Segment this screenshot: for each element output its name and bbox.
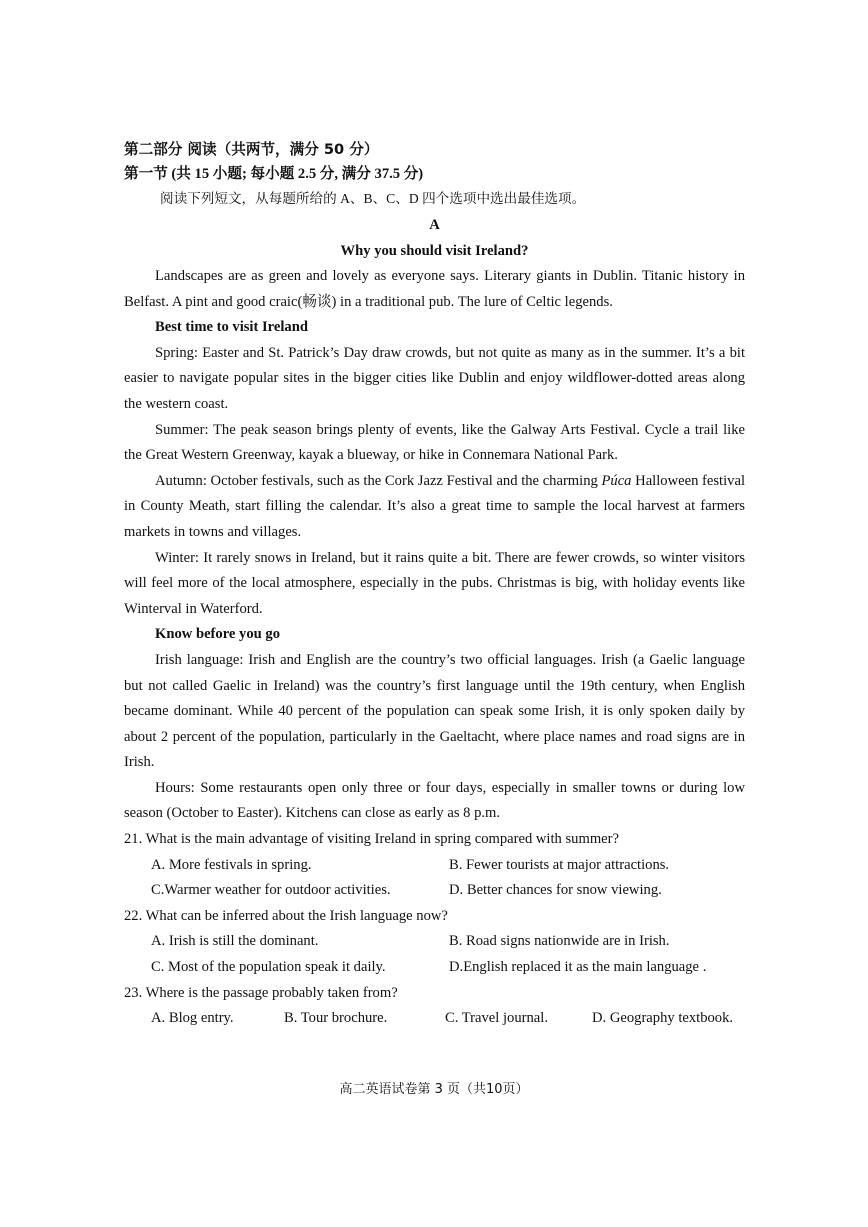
option-a[interactable]: A. Blog entry. — [151, 1010, 234, 1027]
option-c[interactable]: C. Most of the population speak it daily. — [151, 959, 386, 976]
option-a[interactable]: A. Irish is still the dominant. — [151, 933, 319, 950]
paragraph-summer: Summer: The peak season brings plenty of events, like the Galway Arts Festival. Cycle a trail like the Great Western Greenway, kayak a blueway, or hike in Connemara National Park. — [124, 421, 745, 464]
section-title: 第一节 (共 15 小题; 每小题 2.5 分, 满分 37.5 分) — [124, 166, 424, 182]
instruction: 阅读下列短文，从每题所给的 A、B、C、D 四个选项中选出最佳选项。 — [160, 191, 586, 206]
subheading-know-before: Know before you go — [155, 626, 280, 643]
question-22-stem: 22. What can be inferred about the Irish language now? — [124, 907, 448, 924]
page-footer: 高二英语试卷第 3 页（共10页） — [339, 1082, 529, 1097]
option-d[interactable]: D.English replaced it as the main language . — [449, 959, 707, 976]
paragraph-spring: Spring: Easter and St. Patrick’s Day draw crowds, but not quite as many as in the summer. It’s a bit easier to navigate popular sites in the bigger cities like Dublin and enjoy wildflower-dotted areas along the western coast. — [124, 344, 745, 412]
option-c[interactable]: C. Travel journal. — [445, 1010, 548, 1027]
autumn-text-a: Autumn: October festivals, such as the Cork Jazz Festival and the charming — [155, 472, 602, 489]
page-content — [124, 138, 745, 1032]
paragraph-autumn — [124, 469, 745, 546]
paragraph-hours: Hours: Some restaurants open only three or four days, especially in smaller towns or during low season (October to Easter). Kitchens can close as early as 8 p.m. — [124, 779, 745, 822]
option-a[interactable]: A. More festivals in spring. — [151, 856, 312, 873]
option-c[interactable]: C.Warmer weather for outdoor activities. — [151, 882, 391, 899]
option-d[interactable]: D. Geography textbook. — [592, 1010, 734, 1027]
option-b[interactable]: B. Fewer tourists at major attractions. — [449, 856, 670, 873]
passage-letter: A — [429, 217, 440, 233]
question-21-stem: 21. What is the main advantage of visiting Ireland in spring compared with summer? — [124, 831, 619, 848]
paragraph-winter: Winter: It rarely snows in Ireland, but it rains quite a bit. There are fewer crowds, so winter visitors will feel more of the local atmosphere, especially in the pubs. Christmas is big, with holiday events like Winterval in Waterford. — [124, 549, 745, 617]
subheading-best-time: Best time to visit Ireland — [155, 319, 308, 336]
question-23-options — [124, 1006, 745, 1032]
option-b[interactable]: B. Tour brochure. — [284, 1010, 388, 1027]
question-22-options — [124, 929, 745, 980]
option-d[interactable]: D. Better chances for snow viewing. — [449, 882, 662, 899]
paragraph-language: Irish language: Irish and English are the country’s two official languages. Irish (a Gaelic language but not called Gaelic in Ireland) was the country’s first language until the 19th century, when English became dominant. While 40 percent of the population can speak some Irish, it is only spoken daily by about 2 percent of the population, particularly in the Gaeltacht, where place names and road signs are in Irish. — [124, 651, 745, 771]
part-title: 第二部分 阅读（共两节，满分 50 分） — [124, 141, 379, 158]
autumn-text-b: Halloween festival in County Meath, start filling the calendar. It’s also a great time to sample the local harvest at farmers markets in towns and villages. — [124, 472, 745, 540]
question-21-options — [124, 853, 745, 904]
option-b[interactable]: B. Road signs nationwide are in Irish. — [449, 933, 670, 950]
question-23-stem: 23. Where is the passage probably taken from? — [124, 984, 398, 1001]
passage-title: Why you should visit Ireland? — [340, 243, 529, 259]
passage-intro: Landscapes are as green and lovely as everyone says. Literary giants in Dublin. Titanic history in Belfast. A pint and good craic(畅谈) in a traditional pub. The lure of Celtic legends. — [124, 268, 745, 310]
autumn-festival-name: Púca — [601, 472, 632, 489]
